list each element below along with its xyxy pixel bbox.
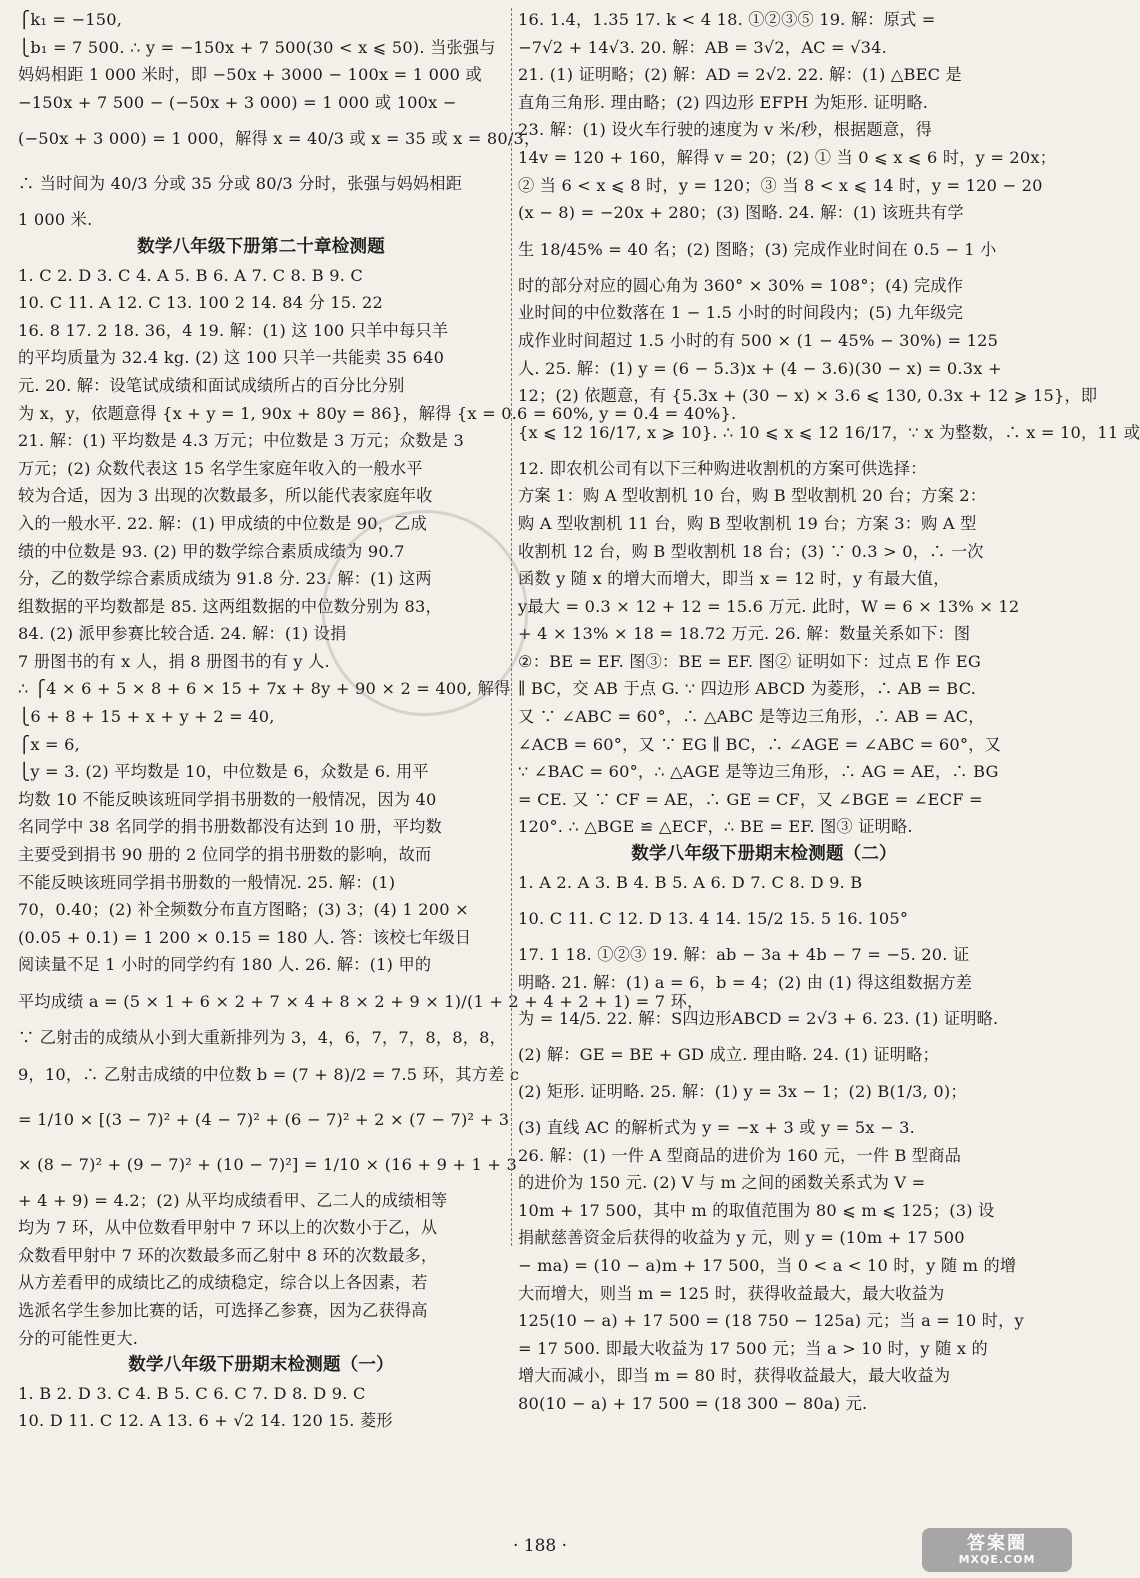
- answer-line: 大而增大，则当 m = 125 时，获得收益最大，最大收益为: [518, 1283, 945, 1303]
- answer-line: 的平均质量为 32.4 kg. (2) 这 100 只羊一共能卖 35 640: [18, 348, 445, 368]
- answer-line: 选派名学生参加比赛的话，可选择乙参赛，因为乙获得高: [18, 1300, 428, 1320]
- answer-line: ∠ACB = 60°，又 ∵ EG ∥ BC，∴ ∠AGE = ∠ABC = 60°，又: [518, 734, 1001, 754]
- answer-line: ∥ BC，交 AB 于点 G. ∵ 四边形 ABCD 为菱形，∴ AB = BC.: [518, 679, 977, 699]
- answer-line: 1. B 2. D 3. C 4. B 5. C 6. C 7. D 8. D 9. C: [18, 1383, 366, 1403]
- answer-line: 捐献慈善资金后获得的收益为 y 元，则 y = (10m + 17 500: [518, 1228, 965, 1248]
- answer-line: 分，乙的数学综合素质成绩为 91.8 分. 23. 解：(1) 这两: [18, 569, 432, 589]
- section-heading: 数学八年级下册期末检测题（二）: [631, 844, 897, 865]
- answer-line: 人. 25. 解：(1) y = (6 − 5.3)x + (4 − 3.6)(30 − x) = 0.3x +: [518, 358, 1002, 378]
- answer-line: (2) 解：GE = BE + GD 成立. 理由略. 24. (1) 证明略；: [518, 1045, 939, 1065]
- answer-line: 7 册图书的有 x 人，捐 8 册图书的有 y 人.: [18, 651, 330, 671]
- answer-line: 70，0.40；(2) 补全频数分布直方图略；(3) 3；(4) 1 200 ×: [18, 900, 469, 920]
- answer-line: 从方差看甲的成绩比乙的成绩稳定，综合以上各因素，若: [18, 1273, 428, 1293]
- answer-line: 增大而减小，即当 m = 80 时，获得收益最大，最大收益为: [518, 1366, 951, 1386]
- answer-line: 26. 解：(1) 一件 A 型商品的进价为 160 元，一件 B 型商品: [518, 1145, 962, 1165]
- answer-line: 12. 即农机公司有以下三种购进收割机的方案可供选择：: [518, 458, 927, 478]
- answer-line: 84. (2) 派甲参赛比较合适. 24. 解：(1) 设捐: [18, 624, 347, 644]
- answer-line: 21. 解：(1) 平均数是 4.3 万元；中位数是 3 万元；众数是 3: [18, 431, 464, 451]
- answer-line: 绩的中位数是 93. (2) 甲的数学综合素质成绩为 90.7: [18, 541, 405, 561]
- answer-line: 明略. 21. 解：(1) a = 6，b = 4；(2) 由 (1) 得这组数据方差: [518, 972, 973, 992]
- answer-line: 元. 20. 解：设笔试成绩和面试成绩所占的百分比分别: [18, 375, 405, 395]
- answer-line: 10m + 17 500，其中 m 的取值范围为 80 ⩽ m ⩽ 125；(3) 设: [518, 1200, 995, 1220]
- answer-line: 时的部分对应的圆心角为 360° × 30% = 108°；(4) 完成作: [518, 275, 964, 295]
- answer-line: 众数看甲射中 7 环的次数最多而乙射中 8 环的次数最多，: [18, 1245, 438, 1265]
- answer-line: ② 当 6 < x ⩽ 8 时，y = 120；③ 当 8 < x ⩽ 14 时，y = 120 − 20: [518, 175, 1043, 195]
- answer-line: 10. C 11. C 12. D 13. 4 14. 15/2 15. 5 16. 105°: [518, 909, 909, 929]
- right-column: [518, 6, 1140, 1418]
- answer-line: 不能反映该班同学捐书册数的一般情况. 25. 解：(1): [18, 872, 396, 892]
- answer-line: = 17 500. 即最大收益为 17 500 元；当 a > 10 时，y 随 x 的: [518, 1338, 988, 1358]
- answer-line: 为 x，y，依题意得 {x + y = 1, 90x + 80y = 86}，解得 {x = 0.6 = 60%, y = 0.4 = 40%}.: [18, 403, 737, 423]
- answer-line: 方案 1：购 A 型收割机 10 台，购 B 型收割机 20 台；方案 2：: [518, 486, 987, 506]
- answer-line: × (8 − 7)² + (9 − 7)² + (10 − 7)²] = 1/10 × (16 + 9 + 1 + 3: [18, 1154, 517, 1174]
- answer-line: 125(10 − a) + 17 500 = (18 750 − 125a) 元；当 a = 10 时，y: [518, 1311, 1024, 1331]
- answer-line: 万元；(2) 众数代表这 15 名学生家庭年收入的一般水平: [18, 458, 423, 478]
- section-heading: 数学八年级下册第二十章检测题: [137, 236, 385, 257]
- answer-line: ∴ 当时间为 40/3 分或 35 分或 80/3 分时，张强与妈妈相距: [18, 174, 463, 194]
- answer-line: 直角三角形. 理由略；(2) 四边形 EFPH 为矩形. 证明略.: [518, 92, 929, 112]
- page-number: · 188 ·: [512, 1536, 568, 1556]
- answer-line: 16. 1.4，1.35 17. k < 4 18. ①②③⑤ 19. 解：原式 =: [518, 10, 936, 29]
- answer-line: 业时间的中位数落在 1 − 1.5 小时的时间段内；(5) 九年级完: [518, 303, 963, 323]
- answer-line: (2) 矩形. 证明略. 25. 解：(1) y = 3x − 1；(2) B(1/3, 0)；: [518, 1082, 967, 1101]
- answer-line: ⎩b₁ = 7 500. ∴ y = −150x + 7 500(30 < x ⩽ 50). 当张强与: [18, 37, 496, 57]
- answer-line: 名同学中 38 名同学的捐书册数都没有达到 10 册，平均数: [18, 817, 442, 837]
- answer-line: 分的可能性更大.: [18, 1328, 139, 1348]
- answer-line: 妈妈相距 1 000 米时，即 −50x + 3000 − 100x = 1 000 或: [18, 65, 482, 85]
- answer-line: y最大 = 0.3 × 12 + 12 = 15.6 万元. 此时，W = 6 × 13% × 12: [518, 596, 1020, 616]
- answer-line: (x − 8) = −20x + 280；(3) 图略. 24. 解：(1) 该班共有学: [518, 203, 964, 223]
- answer-line: 收割机 12 台，购 B 型收割机 18 台；(3) ∵ 0.3 > 0，∴ 一次: [518, 541, 984, 561]
- answer-line: 阅读量不足 1 小时的同学约有 180 人. 26. 解：(1) 甲的: [18, 955, 432, 975]
- answer-line: ⎩6 + 8 + 15 + x + y + 2 = 40,: [18, 707, 275, 727]
- answer-line: 较为合适，因为 3 出现的次数最多，所以能代表家庭年收: [18, 486, 433, 506]
- answer-line: 函数 y 随 x 的增大而增大，即当 x = 12 时，y 有最大值，: [518, 569, 950, 589]
- answer-line: −7√2 + 14√3. 20. 解：AB = 3√2，AC = √34.: [518, 37, 888, 57]
- answer-line: 17. 1 18. ①②③ 19. 解：ab − 3a + 4b − 7 = −5. 20. 证: [518, 945, 970, 965]
- answer-line: (3) 直线 AC 的解析式为 y = −x + 3 或 y = 5x − 3.: [518, 1118, 915, 1137]
- answer-line: 10. C 11. A 12. C 13. 100 2 14. 84 分 15. 22: [18, 293, 383, 313]
- answer-line: − ma) = (10 − a)m + 17 500，当 0 < a < 10 时，y 随 m 的增: [518, 1255, 1017, 1275]
- answer-line: −150x + 7 500 − (−50x + 3 000) = 1 000 或 100x −: [18, 92, 457, 112]
- site-watermark-logo: 答案圈 MXQE.COM: [922, 1528, 1072, 1572]
- answer-line: (0.05 + 0.1) = 1 200 × 0.15 = 180 人. 答：该校七年级日: [18, 927, 472, 947]
- answer-line: ∵ 乙射击的成绩从小到大重新排列为 3，4，6，7，7，8，8，8，: [18, 1028, 506, 1047]
- answer-line: 1 000 米.: [18, 210, 93, 230]
- answer-line: 80(10 − a) + 17 500 = (18 300 − 80a) 元.: [518, 1393, 868, 1413]
- answer-line: 组数据的平均数都是 85. 这两组数据的中位数分别为 83，: [18, 596, 442, 616]
- answer-line: ②：BE = EF. 图③：BE = EF. 图② 证明如下：过点 E 作 EG: [518, 651, 982, 671]
- answer-line: 均数 10 不能反映该班同学捐书册数的一般情况，因为 40: [18, 789, 437, 809]
- answer-line: 又 ∵ ∠ABC = 60°，∴ △ABC 是等边三角形，∴ AB = AC，: [518, 707, 985, 727]
- answer-line: 1. A 2. A 3. B 4. B 5. A 6. D 7. C 8. D 9. B: [518, 872, 863, 892]
- answer-line: + 4 × 13% × 18 = 18.72 万元. 26. 解：数量关系如下：图: [518, 624, 971, 644]
- answer-line: (−50x + 3 000) = 1 000，解得 x = 40/3 或 x = 35 或 x = 80/3，: [18, 129, 541, 149]
- answer-line: = CE. 又 ∵ CF = AE，∴ GE = CF，又 ∠BGE = ∠ECF =: [518, 789, 983, 809]
- answer-line: 14v = 120 + 160，解得 v = 20；(2) ① 当 0 ⩽ x ⩽ 6 时，y = 20x；: [518, 147, 1057, 167]
- answer-line: 21. (1) 证明略；(2) 解：AD = 2√2. 22. 解：(1) △BEC 是: [518, 65, 962, 85]
- answer-line: ⎧x = 6,: [18, 734, 80, 754]
- answer-line: 均为 7 环，从中位数看甲射中 7 环以上的次数小于乙，从: [18, 1218, 438, 1238]
- answer-line: 主要受到捐书 90 册的 2 位同学的捐书册数的影响，故而: [18, 845, 432, 865]
- answer-line: 12；(2) 依题意，有 {5.3x + (30 − x) × 3.6 ⩽ 130, 0.3x + 12 ⩾ 15}，即: [518, 386, 1098, 406]
- answer-line: 成作业时间超过 1.5 小时的有 500 × (1 − 45% − 30%) = 125: [518, 330, 999, 350]
- answer-line: {x ⩽ 12 16/17, x ⩾ 10}. ∴ 10 ⩽ x ⩽ 12 16/17，∵ x 为整数，∴ x = 10，11 或: [518, 422, 1140, 442]
- answer-line: 入的一般水平. 22. 解：(1) 甲成绩的中位数是 90，乙成: [18, 513, 427, 533]
- answer-line: 9，10，∴ 乙射击成绩的中位数 b = (7 + 8)/2 = 7.5 环，其方差 c: [18, 1064, 520, 1084]
- answer-line: 的进价为 150 元. (2) V 与 m 之间的函数关系式为 V =: [518, 1173, 926, 1193]
- answer-line: ∵ ∠BAC = 60°，∴ △AGE 是等边三角形，∴ AG = AE，∴ BG: [518, 762, 999, 782]
- answer-line: 16. 8 17. 2 18. 36，4 19. 解：(1) 这 100 只羊中每只羊: [18, 320, 449, 340]
- answer-line: 120°. ∴ △BGE ≌ △ECF，∴ BE = EF. 图③ 证明略.: [518, 817, 913, 837]
- answer-line: ∴ ⎧4 × 6 + 5 × 8 + 6 × 15 + 7x + 8y + 90 × 2 = 400, 解得: [18, 679, 511, 699]
- answer-line: 生 18/45% = 40 名；(2) 图略；(3) 完成作业时间在 0.5 − 1 小: [518, 239, 997, 259]
- answer-line: 平均成绩 a = (5 × 1 + 6 × 2 + 7 × 4 + 8 × 2 + 9 × 1)/(1 + 2 + 4 + 2 + 1) = 7 环，: [18, 992, 704, 1011]
- answer-line: ⎩y = 3. (2) 平均数是 10，中位数是 6，众数是 6. 用平: [18, 762, 429, 782]
- answer-line: 为 = 14/5. 22. 解：S四边形ABCD = 2√3 + 6. 23. (1) 证明略.: [518, 1009, 999, 1029]
- answer-line: ⎧k₁ = −150,: [18, 10, 123, 29]
- answer-line: = 1/10 × [(3 − 7)² + (4 − 7)² + (6 − 7)² + 2 × (7 − 7)² + 3: [18, 1109, 510, 1129]
- answer-line: 购 A 型收割机 11 台，购 B 型收割机 19 台；方案 3：购 A 型: [518, 513, 977, 533]
- answer-line: + 4 + 9) = 4.2；(2) 从平均成绩看甲、乙二人的成绩相等: [18, 1190, 448, 1210]
- section-heading: 数学八年级下册期末检测题（一）: [128, 1355, 394, 1376]
- answer-line: 1. C 2. D 3. C 4. A 5. B 6. A 7. C 8. B 9. C: [18, 265, 363, 285]
- answer-line: 23. 解：(1) 设火车行驶的速度为 v 米/秒，根据题意，得: [518, 120, 933, 140]
- answer-line: 10. D 11. C 12. A 13. 6 + √2 14. 120 15. 菱形: [18, 1411, 393, 1431]
